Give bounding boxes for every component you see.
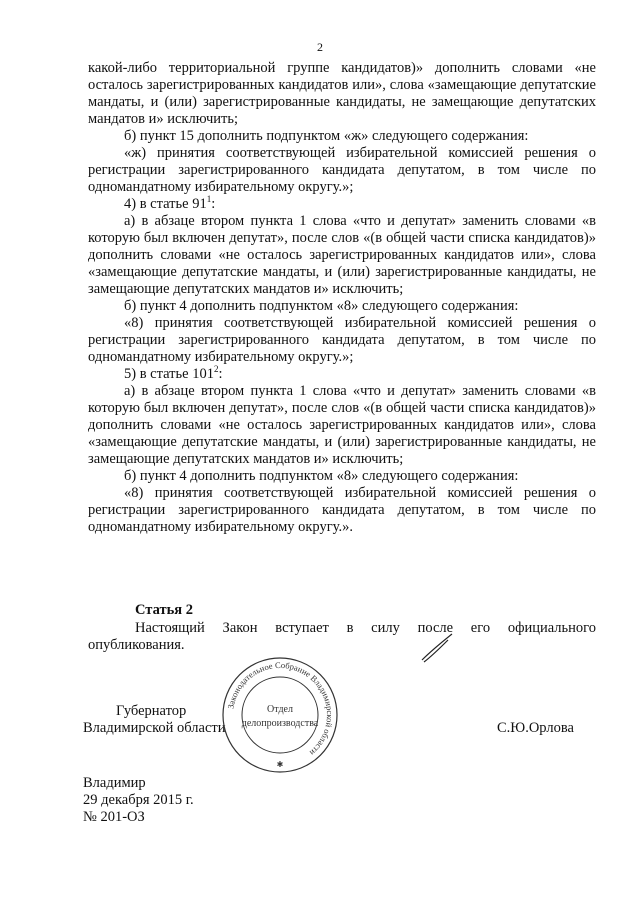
paragraph: б) пункт 4 дополнить подпунктом «8» следующего содержания: — [124, 298, 519, 314]
paragraph: б) пункт 15 дополнить подпунктом «ж» следующего содержания: — [124, 128, 529, 144]
seal-star-icon: ✱ — [276, 760, 284, 769]
city: Владимир — [83, 775, 146, 791]
paragraph: б) пункт 4 дополнить подпунктом «8» следующего содержания: — [124, 468, 519, 484]
paragraph: 5) в статье $101^2$: — [124, 364, 223, 382]
official-seal — [220, 655, 340, 775]
page-number: 2 — [317, 40, 323, 54]
paragraph: какой-либо территориальной группе кандидатов)» дополнить словами «не осталось зарегистрированных кандидатов или», слова «замещающие депутатские мандаты, и (или) зарегистрированные кандидаты, не замещающие депутатских мандатов и» исключить; — [88, 60, 596, 127]
document-body — [88, 60, 596, 536]
paragraph: а) в абзаце втором пункта 1 слова «что и депутат» заменить словами «в которую был включен депутат», после слов «(в общей части списка кандидатов)» дополнить словами «не осталось зарегистрированных кандидатов или», слова «замещающие депутатские мандаты, и (или) зарегистрированные кандидаты, не замещающие депутатских мандатов и» исключить; — [88, 213, 596, 297]
paragraph: а) в абзаце втором пункта 1 слова «что и депутат» заменить словами «в которую был включен депутат», после слов «(в общей части списка кандидатов)» дополнить словами «не осталось зарегистрированных кандидатов или», слова «замещающие депутатские мандаты, и (или) зарегистрированные кандидаты, не замещающие депутатских мандатов и» исключить; — [88, 383, 596, 467]
paragraph: «8) принятия соответствующей избирательной комиссией решения о регистрации зарегистрированного кандидата депутатом, в том числе по одномандатному избирательному округу.»; — [88, 315, 596, 365]
governor-region: Владимирской области — [83, 720, 226, 736]
seal-inner-line-2: делопроизводства — [241, 718, 319, 729]
paragraph: 4) в статье $91^1$: — [124, 194, 216, 212]
signer-name: С.Ю.Орлова — [497, 720, 574, 736]
paragraph: «8) принятия соответствующей избирательной комиссией решения о регистрации зарегистрированного кандидата депутатом, в том числе по одномандатному избирательному округу.». — [88, 485, 596, 535]
article-text: Настоящий Закон вступает в силу после его официального опубликования. — [88, 620, 596, 653]
seal-inner-line-1: Отдел — [267, 704, 293, 715]
paragraph: «ж) принятия соответствующей избирательной комиссией решения о регистрации зарегистрированного кандидата депутатом, в том числе по одномандатному избирательному округу.»; — [88, 145, 596, 195]
seal-ring-text: Законодательное Собрание Владимирской области — [225, 659, 336, 758]
article-title: Статья 2 — [135, 602, 193, 618]
document-date: 29 декабря 2015 г. — [83, 792, 194, 808]
governor-title: Губернатор — [116, 703, 187, 719]
handwritten-signature — [418, 632, 458, 664]
document-number: № 201-ОЗ — [83, 809, 145, 825]
